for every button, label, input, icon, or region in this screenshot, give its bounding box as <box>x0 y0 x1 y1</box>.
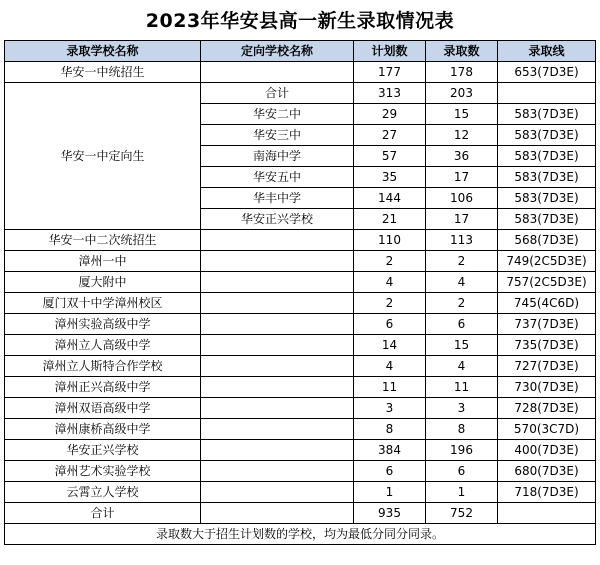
cell-admit: 2 <box>426 251 498 272</box>
cell-school: 漳州康桥高级中学 <box>5 419 201 440</box>
admission-table <box>4 40 596 545</box>
cell-plan: 35 <box>354 167 426 188</box>
cell-line: 583(7D3E) <box>498 167 596 188</box>
cell-directed <box>201 314 354 335</box>
cell-line: 583(7D3E) <box>498 209 596 230</box>
cell-school: 华安正兴学校 <box>5 440 201 461</box>
cell-school: 华安一中统招生 <box>5 62 201 83</box>
cell-directed <box>201 230 354 251</box>
cell-line <box>498 503 596 524</box>
table-row <box>5 83 596 104</box>
table-row <box>5 398 596 419</box>
cell-plan: 1 <box>354 482 426 503</box>
cell-plan: 4 <box>354 272 426 293</box>
cell-directed <box>201 335 354 356</box>
cell-directed <box>201 62 354 83</box>
table-row <box>5 482 596 503</box>
cell-admit: 203 <box>426 83 498 104</box>
cell-plan: 384 <box>354 440 426 461</box>
cell-plan: 177 <box>354 62 426 83</box>
cell-admit: 1 <box>426 482 498 503</box>
table-row <box>5 461 596 482</box>
cell-school: 漳州正兴高级中学 <box>5 377 201 398</box>
cell-plan: 8 <box>354 419 426 440</box>
cell-plan: 6 <box>354 314 426 335</box>
cell-admit: 2 <box>426 293 498 314</box>
cell-admit: 4 <box>426 272 498 293</box>
cell-plan: 3 <box>354 398 426 419</box>
cell-admit: 17 <box>426 209 498 230</box>
header-line: 录取线 <box>498 41 596 62</box>
cell-plan: 57 <box>354 146 426 167</box>
cell-school: 漳州艺术实验学校 <box>5 461 201 482</box>
cell-admit: 36 <box>426 146 498 167</box>
cell-directed <box>201 503 354 524</box>
cell-school: 漳州双语高级中学 <box>5 398 201 419</box>
cell-admit: 15 <box>426 104 498 125</box>
cell-directed <box>201 377 354 398</box>
cell-directed: 华丰中学 <box>201 188 354 209</box>
cell-admit: 11 <box>426 377 498 398</box>
cell-plan: 27 <box>354 125 426 146</box>
header-plan: 计划数 <box>354 41 426 62</box>
cell-plan: 313 <box>354 83 426 104</box>
header-row <box>5 41 596 62</box>
cell-school: 漳州一中 <box>5 251 201 272</box>
cell-admit: 6 <box>426 461 498 482</box>
cell-directed <box>201 293 354 314</box>
table-row <box>5 251 596 272</box>
cell-directed <box>201 398 354 419</box>
cell-directed <box>201 482 354 503</box>
cell-plan: 11 <box>354 377 426 398</box>
cell-line: 400(7D3E) <box>498 440 596 461</box>
table-row <box>5 62 596 83</box>
cell-line: 728(7D3E) <box>498 398 596 419</box>
cell-line: 583(7D3E) <box>498 104 596 125</box>
cell-admit: 12 <box>426 125 498 146</box>
cell-line: 570(3C7D) <box>498 419 596 440</box>
table-row <box>5 419 596 440</box>
cell-admit: 17 <box>426 167 498 188</box>
footnote: 录取数大于招生计划数的学校，均为最低分同分同录。 <box>5 524 596 545</box>
cell-line: 727(7D3E) <box>498 356 596 377</box>
cell-directed <box>201 251 354 272</box>
cell-line: 583(7D3E) <box>498 188 596 209</box>
cell-directed <box>201 440 354 461</box>
table-row <box>5 335 596 356</box>
table-row <box>5 314 596 335</box>
cell-school-group: 华安一中定向生 <box>5 83 201 230</box>
cell-line: 568(7D3E) <box>498 230 596 251</box>
cell-line: 757(2C5D3E) <box>498 272 596 293</box>
cell-admit: 15 <box>426 335 498 356</box>
cell-admit: 106 <box>426 188 498 209</box>
table-row <box>5 377 596 398</box>
total-admit: 752 <box>426 503 498 524</box>
cell-school: 厦门双十中学漳州校区 <box>5 293 201 314</box>
cell-line: 735(7D3E) <box>498 335 596 356</box>
table-row <box>5 272 596 293</box>
total-label: 合计 <box>5 503 201 524</box>
cell-directed: 合计 <box>201 83 354 104</box>
cell-school: 漳州立人斯特合作学校 <box>5 356 201 377</box>
cell-directed <box>201 272 354 293</box>
table-row <box>5 356 596 377</box>
cell-plan: 2 <box>354 251 426 272</box>
total-plan: 935 <box>354 503 426 524</box>
cell-plan: 6 <box>354 461 426 482</box>
cell-line: 653(7D3E) <box>498 62 596 83</box>
cell-directed: 华安正兴学校 <box>201 209 354 230</box>
cell-line: 745(4C6D) <box>498 293 596 314</box>
cell-admit: 3 <box>426 398 498 419</box>
cell-directed: 华安二中 <box>201 104 354 125</box>
cell-directed: 南海中学 <box>201 146 354 167</box>
cell-school: 漳州实验高级中学 <box>5 314 201 335</box>
cell-line: 737(7D3E) <box>498 314 596 335</box>
cell-admit: 178 <box>426 62 498 83</box>
cell-plan: 2 <box>354 293 426 314</box>
cell-line: 680(7D3E) <box>498 461 596 482</box>
cell-plan: 144 <box>354 188 426 209</box>
cell-line: 730(7D3E) <box>498 377 596 398</box>
cell-line <box>498 83 596 104</box>
cell-plan: 21 <box>354 209 426 230</box>
cell-admit: 4 <box>426 356 498 377</box>
table-row <box>5 440 596 461</box>
cell-plan: 29 <box>354 104 426 125</box>
cell-line: 583(7D3E) <box>498 146 596 167</box>
cell-school: 厦大附中 <box>5 272 201 293</box>
cell-admit: 6 <box>426 314 498 335</box>
cell-directed <box>201 356 354 377</box>
table-row <box>5 230 596 251</box>
header-directed: 定向学校名称 <box>201 41 354 62</box>
cell-directed <box>201 419 354 440</box>
cell-plan: 110 <box>354 230 426 251</box>
cell-line: 718(7D3E) <box>498 482 596 503</box>
cell-directed: 华安三中 <box>201 125 354 146</box>
cell-school: 漳州立人高级中学 <box>5 335 201 356</box>
cell-admit: 113 <box>426 230 498 251</box>
note-row <box>5 524 596 545</box>
header-school: 录取学校名称 <box>5 41 201 62</box>
cell-line: 583(7D3E) <box>498 125 596 146</box>
cell-line: 749(2C5D3E) <box>498 251 596 272</box>
cell-admit: 8 <box>426 419 498 440</box>
cell-admit: 196 <box>426 440 498 461</box>
cell-school: 华安一中二次统招生 <box>5 230 201 251</box>
table-row <box>5 293 596 314</box>
header-admit: 录取数 <box>426 41 498 62</box>
cell-school: 云霄立人学校 <box>5 482 201 503</box>
cell-directed <box>201 461 354 482</box>
cell-plan: 14 <box>354 335 426 356</box>
cell-directed: 华安五中 <box>201 167 354 188</box>
cell-plan: 4 <box>354 356 426 377</box>
page-title: 2023年华安县高一新生录取情况表 <box>145 10 455 32</box>
total-row <box>5 503 596 524</box>
